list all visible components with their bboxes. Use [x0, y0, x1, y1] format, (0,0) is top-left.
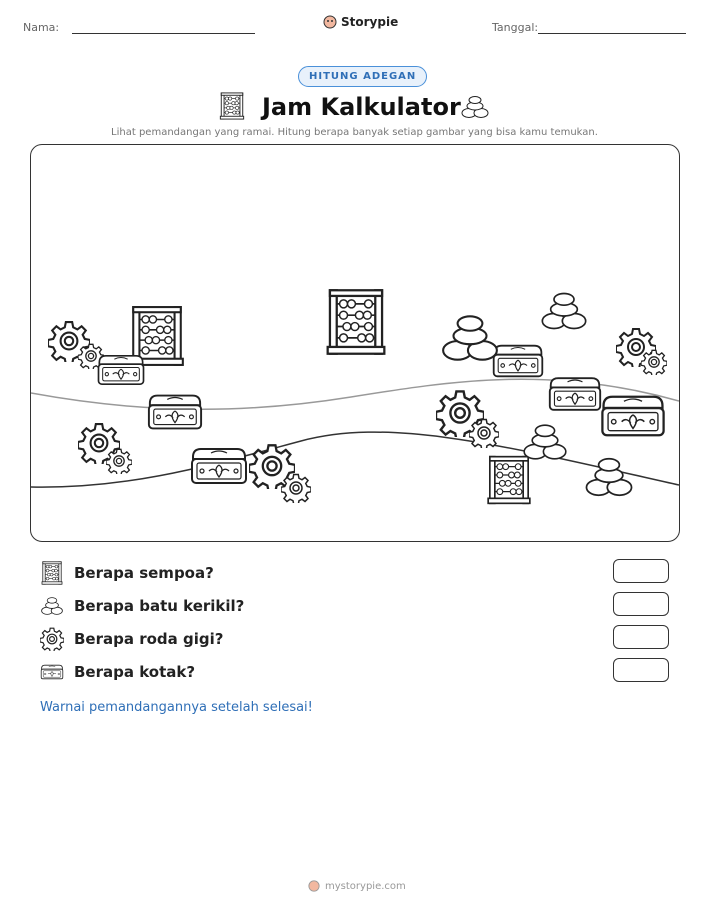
question-row [40, 561, 214, 585]
answer-box[interactable] [613, 658, 669, 682]
date-label: Tanggal: [492, 21, 539, 34]
activity-badge: HITUNG ADEGAN [298, 66, 427, 87]
question-row [40, 594, 244, 618]
abacus-icon [40, 561, 64, 585]
coloring-note: Warnai pemandangannya setelah selesai! [40, 700, 313, 715]
name-label: Nama: [23, 21, 60, 34]
name-field[interactable] [72, 33, 255, 34]
brand-logo [323, 15, 398, 29]
abacus-icon [218, 92, 246, 120]
question-row [40, 627, 223, 651]
date-field[interactable] [538, 33, 686, 34]
question-row [40, 660, 195, 684]
answer-box[interactable] [613, 625, 669, 649]
footer [308, 880, 406, 892]
storypie-icon [308, 880, 320, 892]
question-text: Berapa batu kerikil? [74, 597, 245, 615]
answer-box[interactable] [613, 559, 669, 583]
box-icon [40, 660, 64, 684]
counting-scene [30, 144, 680, 542]
gears-icon [40, 627, 64, 651]
storypie-icon [323, 15, 337, 29]
pebbles-icon [460, 94, 490, 120]
question-text: Berapa sempoa? [74, 564, 214, 582]
pebbles-icon [40, 594, 64, 618]
scene-illustration [31, 145, 679, 541]
brand-name: Storypie [341, 15, 399, 29]
answer-box[interactable] [613, 592, 669, 616]
footer-url[interactable]: mystorypie.com [325, 880, 406, 892]
question-text: Berapa kotak? [74, 663, 196, 681]
question-text: Berapa roda gigi? [74, 630, 224, 648]
page-title: Jam Kalkulator [262, 93, 461, 121]
instructions: Lihat pemandangan yang ramai. Hitung berapa banyak setiap gambar yang bisa kamu temukan. [111, 127, 598, 138]
